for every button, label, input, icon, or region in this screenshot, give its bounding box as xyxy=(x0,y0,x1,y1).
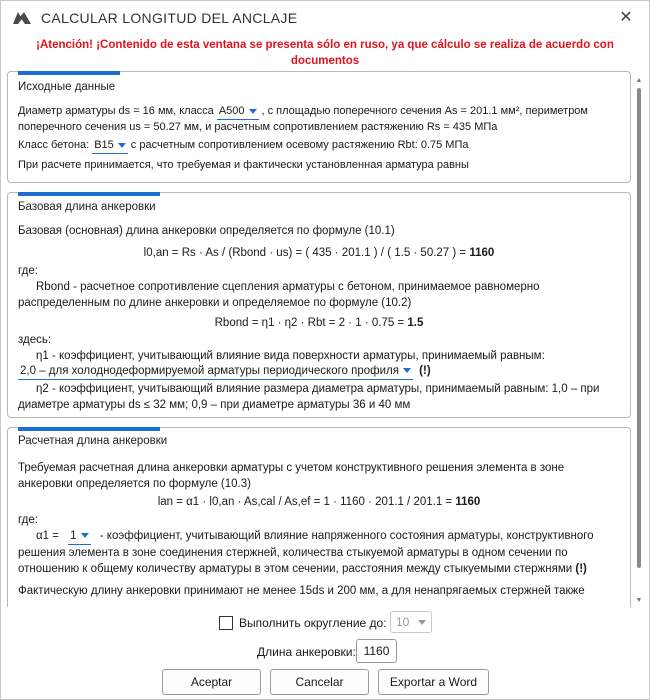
alpha-label: α1 = xyxy=(36,530,59,542)
formula-result: 1.5 xyxy=(407,317,424,329)
rounding-checkbox[interactable] xyxy=(219,616,233,630)
alpha-description-1: - коэффициент, учитывающий влияние напряженного состояния арматуры, конструктивного xyxy=(99,530,594,542)
section-accent xyxy=(18,71,120,75)
rounding-select[interactable] xyxy=(390,611,432,633)
here-label: здесь: xyxy=(18,334,52,346)
eta1-row xyxy=(18,363,431,380)
anchorage-length-field[interactable]: 1160 xyxy=(356,639,397,663)
where-label: где: xyxy=(18,265,38,277)
rebar-diameter-line xyxy=(18,103,588,120)
section-base-length xyxy=(7,192,631,418)
close-button[interactable]: ✕ xyxy=(619,9,633,26)
fact-length-line: Фактическую длину анкеровки принимают не менее 15ds и 200 мм, а для ненапрягаемых стержней также xyxy=(18,585,585,597)
base-length-intro: Базовая (основная) длина анкеровки определяется по формуле (10.1) xyxy=(18,225,395,237)
chevron-down-icon xyxy=(249,109,257,114)
content-scroll-area[interactable] xyxy=(7,71,645,607)
alpha-description-3: отношению к общему количеству арматуры в этом сечении, расстояния между стыкуемыми стержнями xyxy=(18,563,573,575)
eta1-description: η1 - коэффициент, учитывающий влияние вида поверхности арматуры, принимаемый равным: xyxy=(36,350,545,362)
note-marker[interactable]: (!) xyxy=(575,563,587,575)
section-design-length xyxy=(7,427,631,607)
chevron-down-icon xyxy=(81,533,89,538)
rebar-section-line: поперечного сечения us = 50.27 мм, и расчетным сопротивлением растяжению Rs = 435 МПа xyxy=(18,121,498,133)
rbond-formula xyxy=(8,315,630,331)
design-length-intro-1: Требуемая расчетная длина анкеровки арматуры с учетом конструктивного решения элемента в зоне xyxy=(18,462,565,474)
formula-result: 1160 xyxy=(469,247,495,259)
alpha-select[interactable] xyxy=(68,528,90,545)
rebar-class-value: A500 xyxy=(218,105,245,117)
bottom-panel xyxy=(1,607,649,699)
scroll-down-icon[interactable]: ▼ xyxy=(635,597,643,604)
rebar-text-a: Диаметр арматуры ds = 16 мм, класса xyxy=(18,105,214,117)
warning-line-1: ¡Atención! ¡Contenido de esta ventana se presenta sólo en ruso, ya que cálculo se realiza de acuerdo con documentos xyxy=(36,39,614,67)
section-title: Расчетная длина анкеровки xyxy=(18,435,168,447)
title-bar xyxy=(1,1,649,35)
alpha-row xyxy=(36,528,594,545)
section-accent xyxy=(18,192,160,196)
rbond-description-2: распределенным по длине анкеровки и определяемое по формуле (10.2) xyxy=(18,297,412,309)
concrete-text-a: Класс бетона: xyxy=(18,139,90,151)
section-accent xyxy=(18,427,160,431)
cancel-button[interactable]: Cancelar xyxy=(270,669,369,695)
alpha-description-3-row xyxy=(18,561,587,577)
design-length-formula xyxy=(8,494,630,510)
scroll-thumb[interactable] xyxy=(637,88,641,568)
formula-text: Rbond = η1 · η2 · Rbt = 2 · 1 · 0.75 = xyxy=(214,317,405,329)
section-title: Исходные данные xyxy=(18,81,116,93)
rounding-label: Выполнить округление до: xyxy=(239,616,387,630)
formula-result: 1160 xyxy=(455,496,481,508)
rounding-value: 10 xyxy=(396,615,410,629)
base-length-formula xyxy=(8,245,630,261)
chevron-down-icon xyxy=(118,143,126,148)
concrete-class-select[interactable] xyxy=(92,137,128,154)
rebar-text-b: , с площадью поперечного сечения As = 201.1 мм², периметром xyxy=(261,105,588,117)
concrete-class-line xyxy=(18,137,468,154)
app-logo-icon xyxy=(13,12,31,24)
section-input-data xyxy=(7,71,631,183)
eta2-description-1: η2 - коэффициент, учитывающий влияние размера диаметра арматуры, принимаемый равным: 1,0 – при xyxy=(36,383,600,395)
chevron-down-icon xyxy=(418,620,426,625)
export-word-button[interactable]: Exportar a Word xyxy=(378,669,489,695)
scroll-up-icon[interactable]: ▲ xyxy=(635,77,643,84)
eta1-value: 2,0 – для холоднодеформируемой арматуры периодического профиля xyxy=(20,365,399,377)
assumption-line: При расчете принимается, что требуемая и фактически установленная арматура равны xyxy=(18,159,469,171)
design-length-intro-2: анкеровки определяется по формуле (10.3) xyxy=(18,478,251,490)
eta1-select[interactable] xyxy=(18,363,413,380)
section-title: Базовая длина анкеровки xyxy=(18,201,156,213)
chevron-down-icon xyxy=(403,368,411,373)
formula-text: lan = α1 · l0,an · As,cal / As,ef = 1 · 1160 · 201.1 / 201.1 = xyxy=(157,496,453,508)
alpha-description-2: решения элемента в зоне соединения стержней, количества стыкуемой арматуры в одном сечении по xyxy=(18,547,568,559)
eta2-description-2: диаметре арматуры ds ≤ 32 мм; 0,9 – при диаметре арматуры 36 и 40 мм xyxy=(18,399,411,411)
where-label: где: xyxy=(18,514,38,526)
note-marker[interactable]: (!) xyxy=(419,365,431,377)
concrete-class-value: B15 xyxy=(94,139,114,151)
rbond-description-1: Rbond - расчетное сопротивление сцепления арматуры с бетоном, принимаемое равномерно xyxy=(36,281,540,293)
anchorage-length-label: Длина анкеровки: xyxy=(257,645,356,659)
accept-button[interactable]: Aceptar xyxy=(162,669,261,695)
alpha-value: 1 xyxy=(70,530,77,542)
vertical-scrollbar[interactable] xyxy=(634,76,644,606)
window-title: CALCULAR LONGITUD DEL ANCLAJE xyxy=(41,10,298,26)
rebar-class-select[interactable] xyxy=(217,103,259,120)
concrete-text-b: с расчетным сопротивлением осевому растяжению Rbt: 0.75 МПа xyxy=(130,139,469,151)
formula-text: l0,an = Rs · As / (Rbond · us) = ( 435 · 201.1 ) / ( 1.5 · 50.27 ) = xyxy=(143,247,467,259)
